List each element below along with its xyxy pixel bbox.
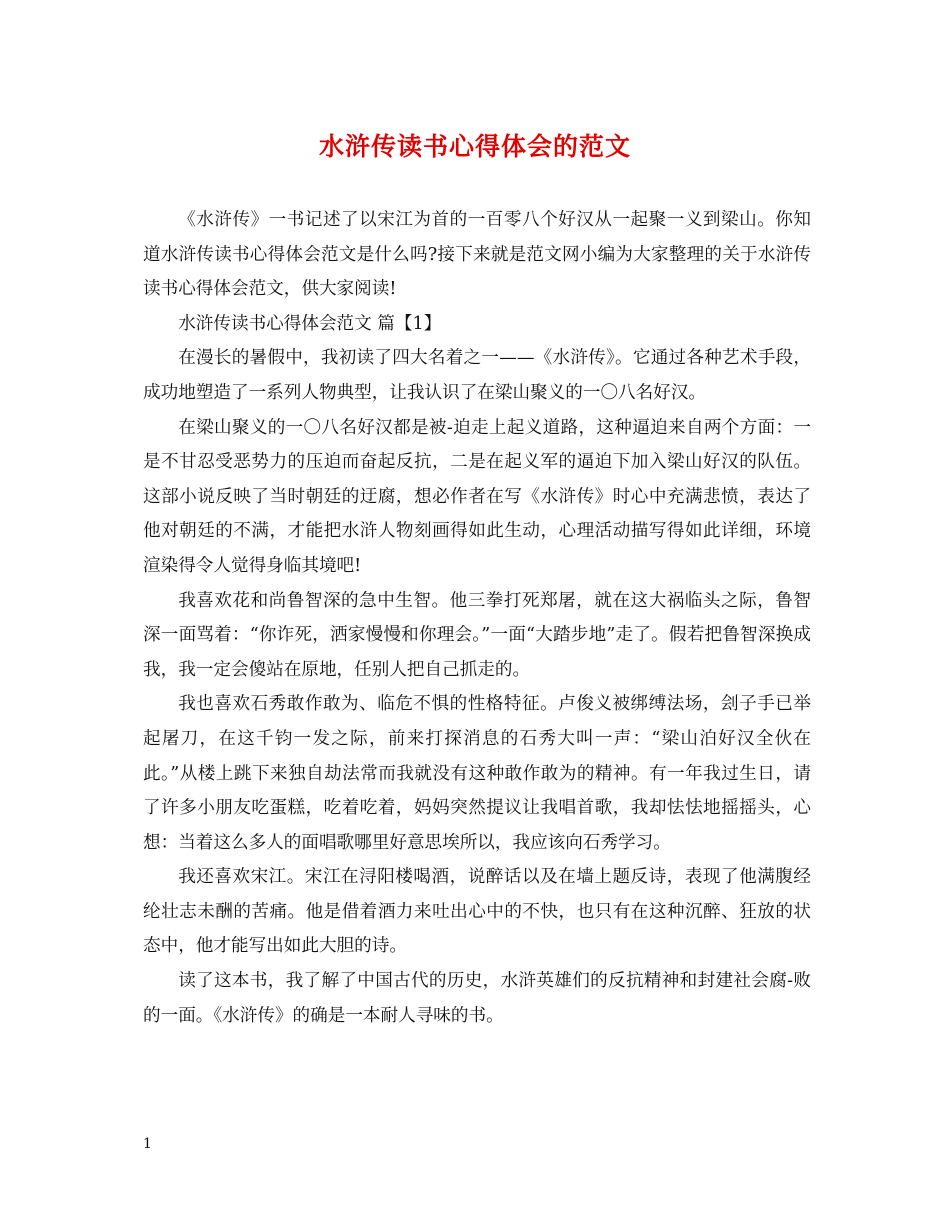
paragraph-1: 在漫长的暑假中，我初读了四大名着之一——《水浒传》。它通过各种艺术手段，成功地塑造了一系列人物典型，让我认识了在梁山聚义的一〇八名好汉。 xyxy=(143,348,811,403)
paragraph-3: 我喜欢花和尚鲁智深的急中生智。他三拳打死郑屠，就在这大祸临头之际，鲁智深一面骂着：“你诈死，洒家慢慢和你理会。”一面“大踏步地”走了。假若把鲁智深换成我，我一定会傻站在原地，任别人把自己抓走的。 xyxy=(143,590,811,680)
document-title: 水浒传读书心得体会的范文 xyxy=(318,132,631,161)
page-number: 1 xyxy=(143,1136,152,1152)
paragraph-6: 读了这本书，我了解了中国古代的历史，水浒英雄们的反抗精神和封建社会腐-败的一面。《水浒传》的确是一本耐人寻味的书。 xyxy=(143,971,811,1026)
document-body xyxy=(143,203,811,1033)
section-heading: 水浒传读书心得体会范文 篇【1】 xyxy=(178,313,442,334)
paragraph-4: 我也喜欢石秀敢作敢为、临危不惧的性格特征。卢俊义被绑缚法场，刽子手已举起屠刀，在这千钧一发之际，前来打探消息的石秀大叫一声：“梁山泊好汉全伙在此。”从楼上跳下来独自劫法常而我就没有这种敢作敢为的精神。有一年我过生日，请了许多小朋友吃蛋糕，吃着吃着，妈妈突然提议让我唱首歌，我却怯怯地摇摇头，心想：当着这么多人的面唱歌哪里好意思埃所以，我应该向石秀学习。 xyxy=(143,694,811,853)
paragraph-2: 在梁山聚义的一〇八名好汉都是被-迫走上起义道路，这种逼迫来自两个方面：一是不甘忍受恶势力的压迫而奋起反抗，二是在起义军的逼迫下加入梁山好汉的队伍。这部小说反映了当时朝廷的迂腐，想必作者在写《水浒传》时心中充满悲愤，表达了他对朝廷的不满，才能把水浒人物刻画得如此生动，心理活动描写得如此详细，环境渲染得令人觉得身临其境吧! xyxy=(143,417,811,576)
paragraph-5: 我还喜欢宋江。宋江在浔阳楼喝酒，说醉话以及在墙上题反诗，表现了他满腹经纶壮志未酬的苦痛。他是借着酒力来吐出心中的不快，也只有在这种沉醉、狂放的状态中，他才能写出如此大胆的诗。 xyxy=(143,867,811,957)
paragraph-intro: 《水浒传》一书记述了以宋江为首的一百零八个好汉从一起聚一义到梁山。你知道水浒传读书心得体会范文是什么吗?接下来就是范文网小编为大家整理的关于水浒传读书心得体会范文，供大家阅读! xyxy=(143,210,811,300)
